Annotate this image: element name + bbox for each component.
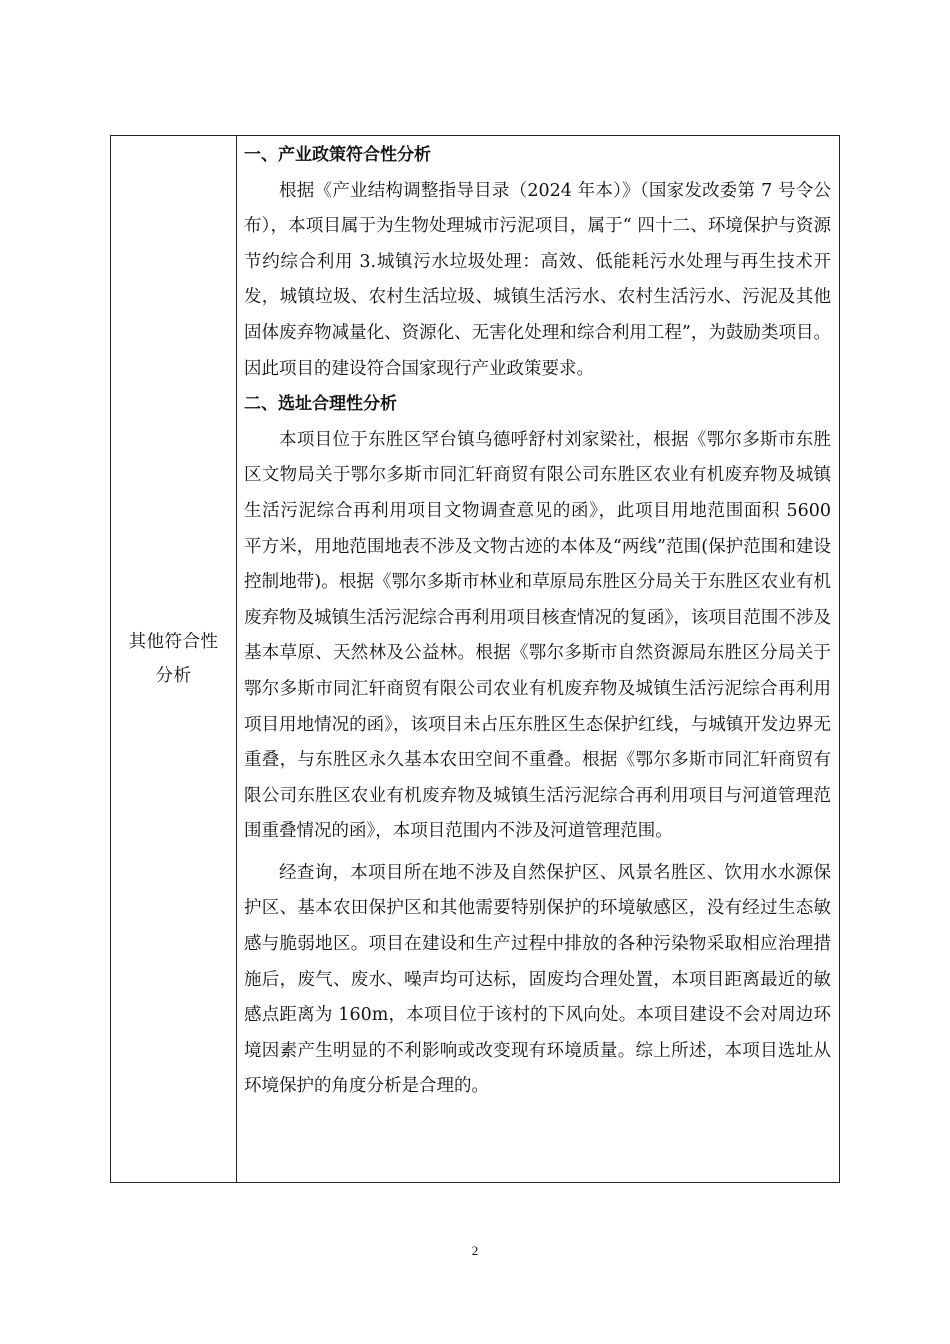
paragraph-site-location: 本项目位于东胜区罕台镇乌德呼舒村刘家梁社，根据《鄂尔多斯市东胜区文物局关于鄂尔多斯市同汇轩商贸有限公司东胜区农业有机废弃物及城镇生活污泥综合再利用项目文物调查意见的函》，此项目用地范围面积 5600 平方米，用地范围地表不涉及文物古迹的本体及“两线”范围(保护范围和建设控制地带)。根据《鄂尔多斯市林业和草原局东胜区分局关于东胜区农业有机废弃物及城镇生活污泥综合再利用项目核查情况的复函》，该项目范围不涉及基本草原、天然林及公益林。根据《鄂尔多斯市自然资源局东胜区分局关于鄂尔多斯市同汇轩商贸有限公司农业有机废弃物及城镇生活污泥综合再利用项目用地情况的函》，该项目未占压东胜区生态保护红线，与城镇开发边界无重叠，与东胜区永久基本农田空间不重叠。根据《鄂尔多斯市同汇轩商贸有限公司东胜区农业有机废弃物及城镇生活污泥综合再利用项目与河道管理范围重叠情况的函》，本项目范围内不涉及河道管理范围。 bbox=[244, 429, 831, 842]
paragraph-environmental-check: 经查询，本项目所在地不涉及自然保护区、风景名胜区、饮用水水源保护区、基本农田保护区和其他需要特别保护的环境敏感区，没有经过生态敏感与脆弱地区。项目在建设和生产过程中排放的各种污染物采取相应治理措施后，废气、废水、噪声均可达标，固废均合理处置，本项目距离最近的敏感点距离为 160m，本项目位于该村的下风向处。本项目建设不会对周边环境因素产生明显的不利影响或改变现有环境质量。综上所述，本项目选址从环境保护的角度分析是合理的。 bbox=[244, 862, 831, 1097]
section-heading-industrial-policy: 一、产业政策符合性分析 bbox=[244, 145, 431, 165]
page-number: 2 bbox=[471, 1243, 479, 1258]
analysis-table bbox=[110, 135, 840, 1183]
section-heading-site-selection: 二、选址合理性分析 bbox=[244, 394, 397, 415]
table-label-cell bbox=[111, 136, 237, 1182]
table-content-cell bbox=[237, 136, 839, 1182]
row-label: 其他符合性分析 bbox=[128, 632, 219, 686]
paragraph-industrial-policy: 根据《产业结构调整指导目录（2024 年本）》（国家发改委第 7 号令公布），本项目属于为生物处理城市污泥项目，属于“ 四十二、环境保护与资源节约综合利用 3.城镇污水垃圾处理：高效、低能耗污水处理与再生技术开发，城镇垃圾、农村生活垃圾、城镇生活污水、农村生活污水、污泥及其他固体废弃物减量化、资源化、无害化处理和综合利用工程”，为鼓励类项目。因此项目的建设符合国家现行产业政策要求。 bbox=[244, 180, 831, 379]
